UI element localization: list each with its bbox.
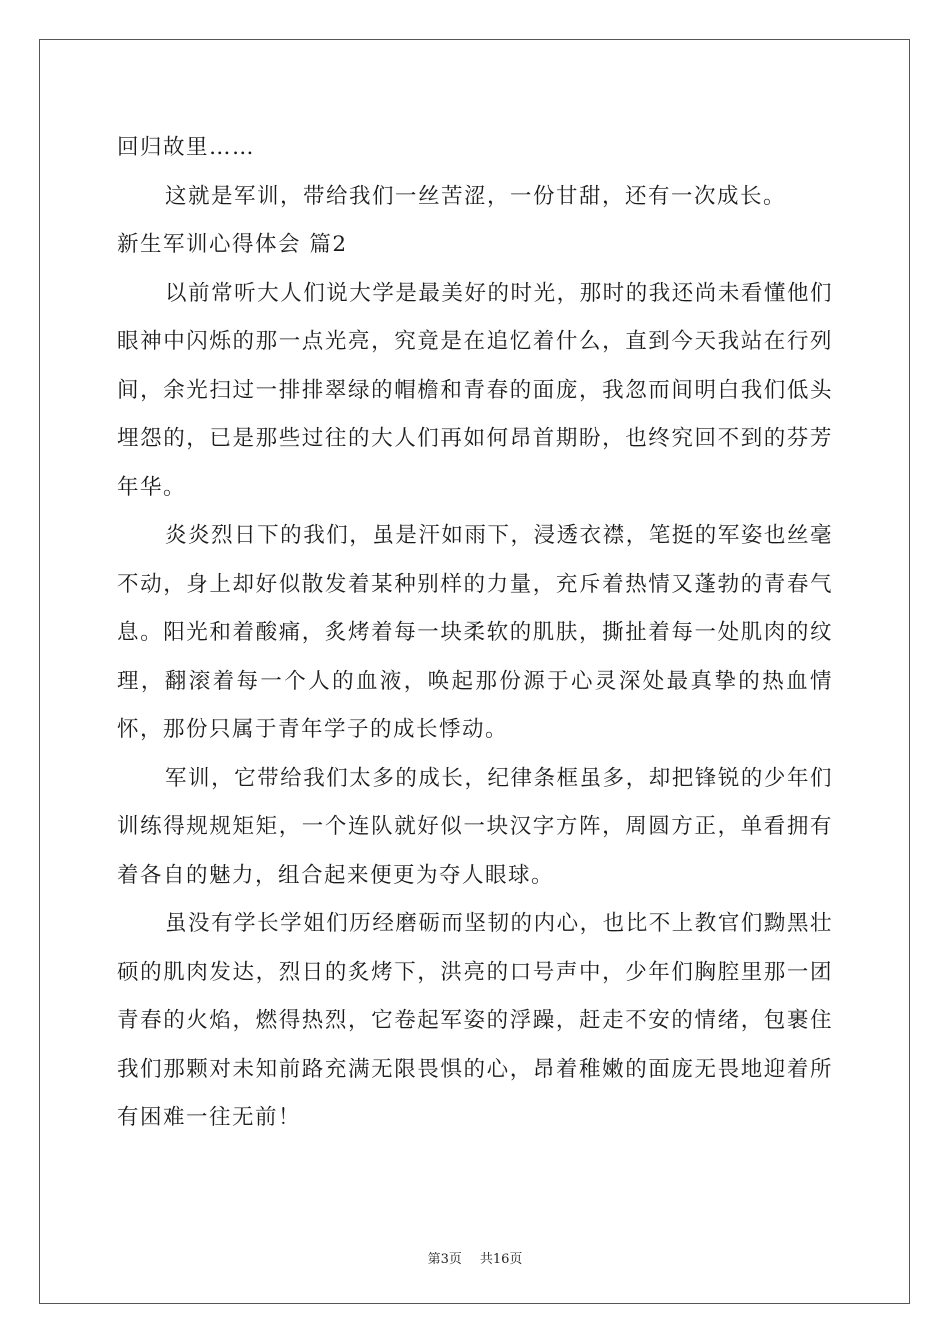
paragraph: 这就是军训，带给我们一丝苦涩，一份甘甜，还有一次成长。 xyxy=(165,183,787,209)
paragraph: 以前常听大人们说大学是最美好的时光，那时的我还尚未看懂他们眼神中闪烁的那一点光亮，究竟是在追忆着什么，直到今天我站在行列间，余光扫过一排排翠绿的帽檐和青春的面庞，我忽而间明白我们低头埋怨的，已是那些过往的大人们再如何昂首期盼，也终究回不到的芬芳年华。 xyxy=(117,280,833,500)
document-body xyxy=(117,124,833,1143)
paragraph: 虽没有学长学姐们历经磨砺而坚韧的内心，也比不上教官们黝黑壮硕的肌肉发达，烈日的炙烤下，洪亮的口号声中，少年们胸腔里那一团青春的火焰，燃得热烈，它卷起军姿的浮躁，赶走不安的情绪，包裹住我们那颗对未知前路充满无限畏惧的心，昂着稚嫩的面庞无畏地迎着所有困难一往无前！ xyxy=(117,911,833,1130)
page-number: 第3页 xyxy=(427,1252,462,1267)
page-total: 共16页 xyxy=(479,1252,523,1267)
section-heading: 新生军训心得体会 篇2 xyxy=(117,232,348,257)
continued-line: 回归故里…… xyxy=(117,135,256,160)
page-footer xyxy=(0,1248,950,1267)
paragraph: 军训，它带给我们太多的成长，纪律条框虽多，却把锋锐的少年们训练得规规矩矩，一个连队就好似一块汉字方阵，周圆方正，单看拥有着各自的魅力，组合起来便更为夺人眼球。 xyxy=(117,765,833,888)
paragraph: 炎炎烈日下的我们，虽是汗如雨下，浸透衣襟，笔挺的军姿也丝毫不动，身上却好似散发着某种别样的力量，充斥着热情又蓬勃的青春气息。阳光和着酸痛，炙烤着每一块柔软的肌肤，撕扯着每一处肌肉的纹理，翻滚着每一个人的血液，唤起那份源于心灵深处最真挚的热血情怀，那份只属于青年学子的成长悸动。 xyxy=(117,523,833,742)
